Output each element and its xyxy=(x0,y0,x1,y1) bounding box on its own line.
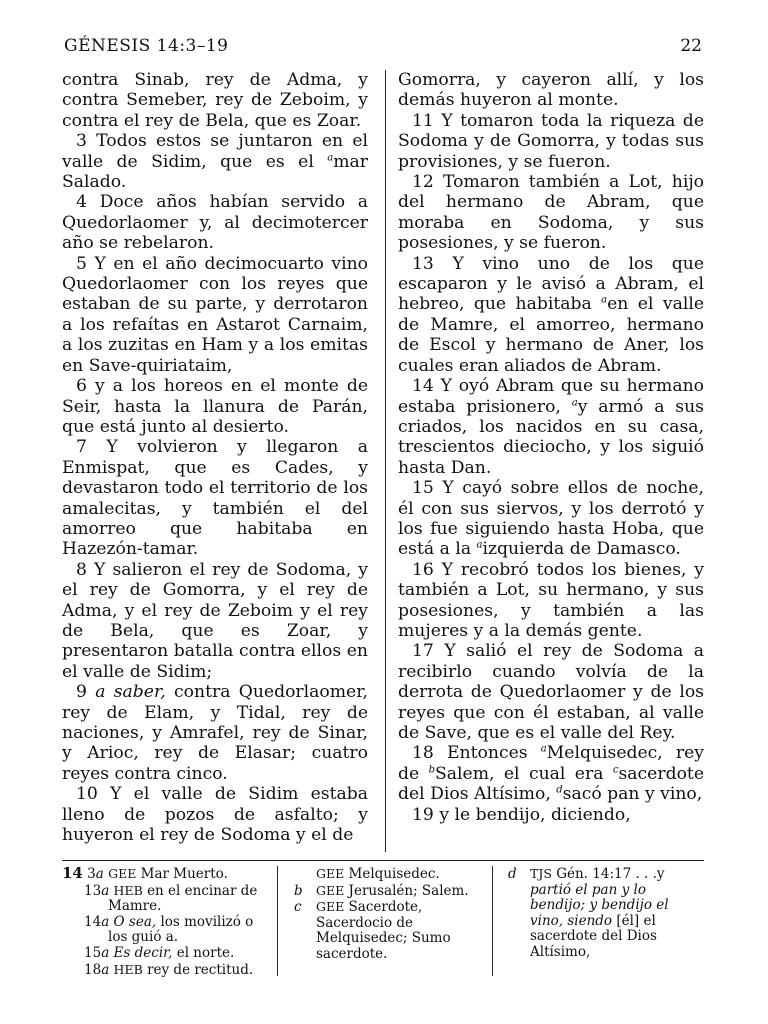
verse-paragraph: contra Sinab, rey de Adma, y contra Semeber, rey de Zeboim, y contra el rey de Bela, que es Zoar. xyxy=(62,70,368,131)
abbreviation: HEB xyxy=(113,882,143,898)
footnote-marker: a xyxy=(571,396,578,408)
footnote-letter: a xyxy=(101,913,110,930)
verse-paragraph: 11 Y tomaron toda la riqueza de Sodoma y de Gomorra, y todas sus provisiones, y se fueron. xyxy=(398,110,704,172)
footnote-marker: a xyxy=(540,743,547,755)
chapter-number: 14 xyxy=(62,864,83,882)
verse-paragraph: 13 Y vino uno de los que escaparon y le avisó a Abram, el hebreo, que habitaba $^a$en el valle de Mamre, el amorreo, hermano de Escol y hermano de Aner, los cuales eran aliados de Abram. xyxy=(398,253,704,376)
footnote: 18a HEB rey de rectitud. xyxy=(84,961,254,978)
page-header xyxy=(64,36,702,60)
verse-paragraph: 17 Y salió el rey de Sodoma a recibirlo cuando volvía de la derrota de Quedorlaomer y de los reyes que con él estaban, al valle de Save, que es el valle del Rey. xyxy=(398,641,704,743)
italic-text: O sea, xyxy=(113,913,157,930)
footnote-letter: d xyxy=(508,866,517,882)
verse-paragraph: 15 Y cayó sobre ellos de noche, él con sus siervos, y los derrotó y los fue siguiendo hasta Hoba, que está a la $^a$izquierda de Damasco. xyxy=(398,478,704,560)
right-text-column xyxy=(398,70,704,825)
italic-text: partió el pan y lo bendijo; y bendijo el vino, siendo xyxy=(530,881,669,929)
footnote-letter: a xyxy=(101,961,110,978)
footnote-letter: b xyxy=(294,882,303,899)
verse-paragraph: 9 a saber, contra Quedorlaomer, rey de Elam, y Tidal, rey de naciones, y Amrafel, rey de Sinar, y Arioc, rey de Elasar; cuatro reyes contra cinco. xyxy=(62,682,368,784)
abbreviation: TJS xyxy=(530,866,552,881)
verse-paragraph: Gomorra, y cayeron allí, y los demás huyeron al monte. xyxy=(398,70,704,111)
footnote-marker: c xyxy=(612,764,619,776)
running-head: GÉNESIS 14:3–19 xyxy=(64,36,229,56)
verse-paragraph: 12 Tomaron también a Lot, hijo del hermano de Abram, que moraba en Sodoma, y sus posesiones, y se fueron. xyxy=(398,172,704,254)
footnote: c GEE Sacerdote, Sacerdocio de Melquisedec; Sumo sacerdote. xyxy=(294,899,451,962)
footnote-letter: a xyxy=(101,882,110,899)
verse-paragraph: 7 Y volvieron y llegaron a Enmispat, que es Cades, y devastaron todo el territorio de los amalecitas, y también el del amorreo que habitaba en Hazezón-tamar. xyxy=(62,437,368,560)
verse-paragraph: 18 Entonces $^a$Melquisedec, rey de $^b$Salem, el cual era $^c$sacerdote del Dios Altísimo, $^d$sacó pan y vino, xyxy=(398,743,704,805)
verse-paragraph: 4 Doce años habían servido a Quedorlaomer y, al decimotercer año se rebelaron. xyxy=(62,192,368,254)
footnote: GEE Melquisedec. xyxy=(316,866,440,882)
abbreviation: GEE xyxy=(316,866,345,881)
footnote-column-divider xyxy=(277,866,278,976)
footnote: 15a Es decir, el norte. xyxy=(84,944,235,961)
footnote: d TJS Gén. 14:17 . . .y partió el pan y lo bendijo; y bendijo el vino, siendo [él] el sacerdote del Dios Altísimo, xyxy=(508,866,669,960)
footnote: 13a HEB en el encinar de Mamre. xyxy=(84,882,258,915)
footnote-letter: a xyxy=(95,866,104,882)
italic-text: Es decir, xyxy=(113,944,173,961)
footnote-marker: a xyxy=(476,539,483,551)
footnote-marker: a xyxy=(601,294,608,306)
verse-paragraph: 5 Y en el año decimocuarto vino Quedorlaomer con los reyes que estaban de su parte, y derrotaron a los refaítas en Astarot Carnaim, a los zuzitas en Ham y a los emitas en Save-quiriataim, xyxy=(62,253,368,376)
verse-paragraph: 3 Todos estos se juntaron en el valle de Sidim, que es el $^a$mar Salado. xyxy=(62,131,368,193)
verse-paragraph: 14 Y oyó Abram que su hermano estaba prisionero, $^a$y armó a sus criados, los nacidos en su casa, trescientos dieciocho, y los siguió hasta Dan. xyxy=(398,376,704,478)
verse-paragraph: 10 Y el valle de Sidim estaba lleno de pozos de asfalto; y huyeron el rey de Sodoma y el de xyxy=(62,784,368,846)
footnotes-column-1 xyxy=(62,866,262,978)
italic-text: a saber, xyxy=(95,682,166,703)
page-number: 22 xyxy=(680,36,702,56)
abbreviation: GEE xyxy=(316,899,345,915)
abbreviation: HEB xyxy=(113,961,143,977)
footnote-marker: b xyxy=(428,764,435,776)
footnotes-column-3 xyxy=(508,866,704,961)
footnote-marker: d xyxy=(556,784,563,796)
footnote-letter: a xyxy=(101,944,110,961)
abbreviation: GEE xyxy=(316,882,345,898)
footnote-divider xyxy=(62,860,704,861)
verse-paragraph: 6 y a los horeos en el monte de Seir, hasta la llanura de Parán, que está junto al desierto. xyxy=(62,376,368,437)
footnote: 14a O sea, los movilizó o los guió a. xyxy=(84,913,254,946)
left-text-column xyxy=(62,70,368,845)
column-divider xyxy=(385,70,386,852)
footnote-column-divider xyxy=(492,866,493,976)
footnote-letter: c xyxy=(294,899,302,916)
footnote-marker: a xyxy=(327,151,334,163)
verse-paragraph: 19 y le bendijo, diciendo, xyxy=(412,804,631,825)
verse-paragraph: 16 Y recobró todos los bienes, y también a Lot, su hermano, y sus posesiones, y también a las mujeres y a la demás gente. xyxy=(398,559,704,641)
abbreviation: GEE xyxy=(108,866,137,881)
footnote: 14 3a GEE Mar Muerto. xyxy=(62,864,228,882)
footnotes-column-2 xyxy=(294,866,474,963)
footnote: b GEE Jerusalén; Salem. xyxy=(294,882,469,899)
verse-paragraph: 8 Y salieron el rey de Sodoma, y el rey de Gomorra, y el rey de Adma, y el rey de Zeboim y el rey de Bela, que es Zoar, y presentaron batalla contra ellos en el valle de Sidim; xyxy=(62,559,368,682)
